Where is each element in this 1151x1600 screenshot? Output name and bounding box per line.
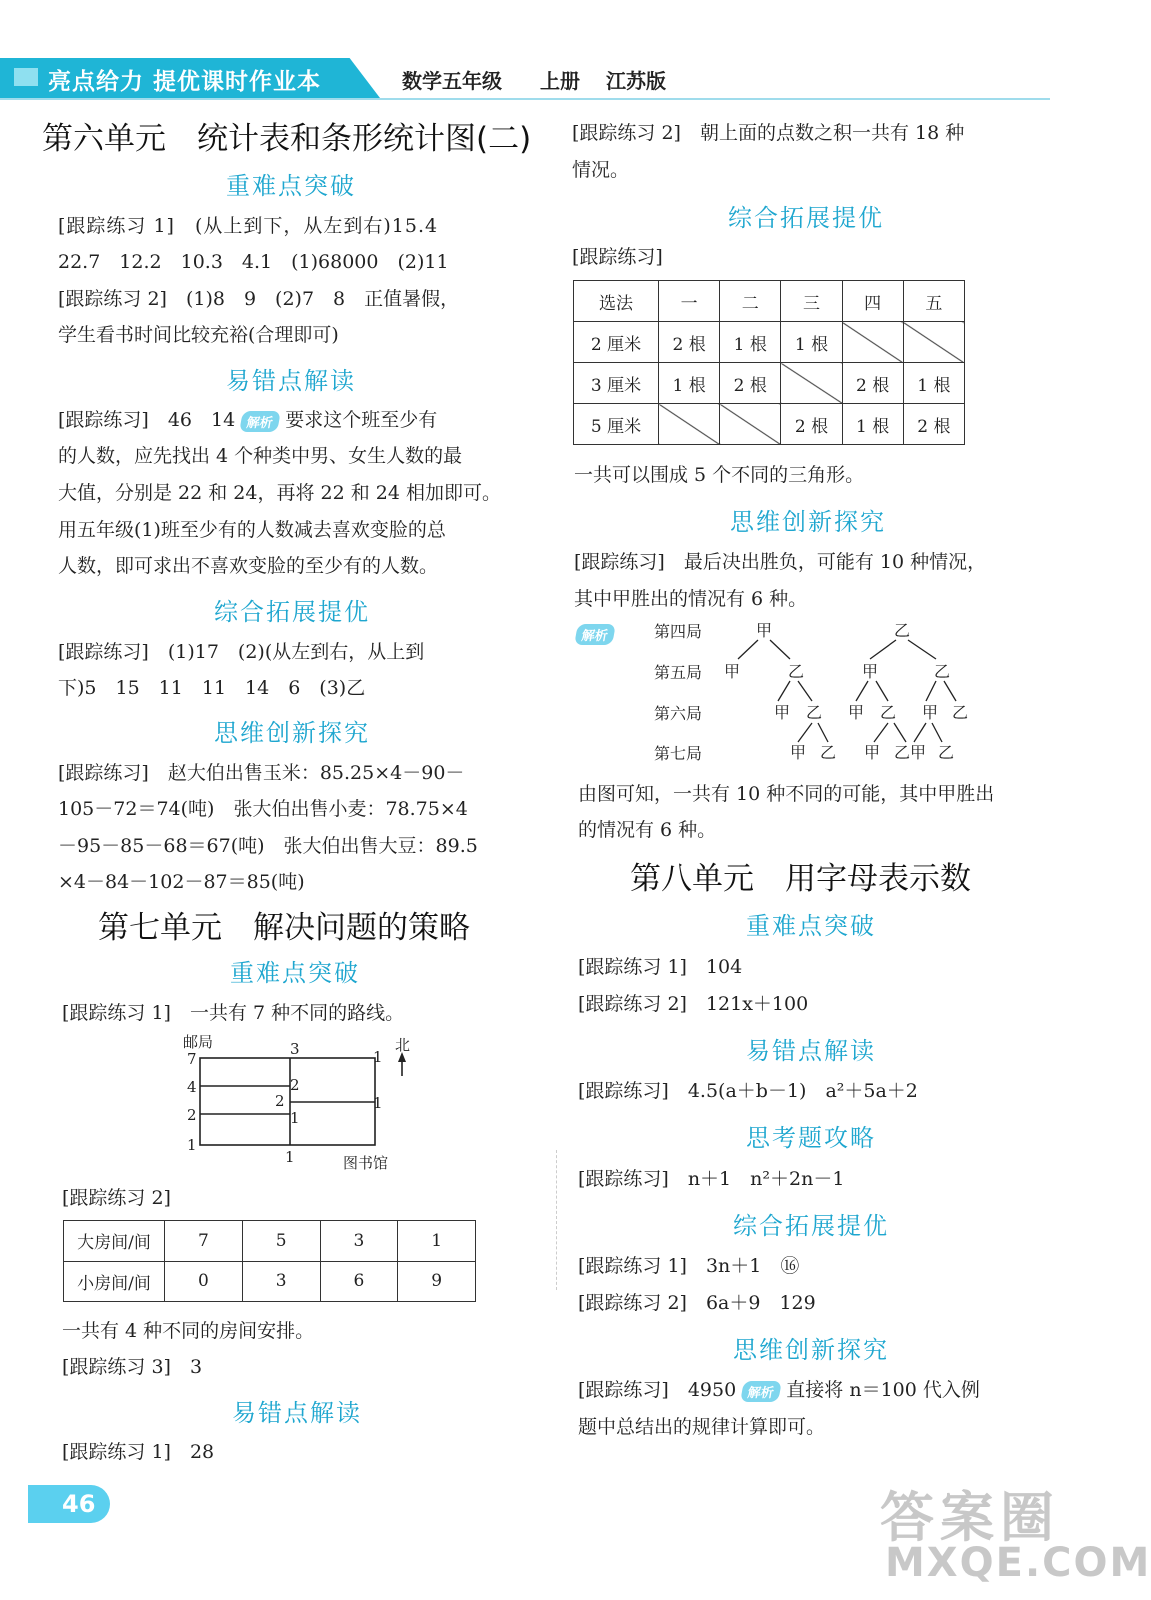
answer-line: [跟踪练习 1] 一共有 7 种不同的路线。 (62, 1002, 405, 1024)
answer-line: 的情况有 6 种。 (578, 819, 717, 841)
answer-line: [跟踪练习] n＋1 n²＋2n－1 (578, 1168, 845, 1190)
answer-line: 用五年级(1)班至少有的人数减去喜欢变脸的总 (58, 519, 446, 541)
tree-node: 乙 (934, 662, 951, 681)
answer-line: 大值，分别是 22 和 24，再将 22 和 24 相加即可。 (58, 482, 501, 504)
answer-line: 由图可知，一共有 10 种不同的可能，其中甲胜出 (578, 783, 995, 805)
round-label: 第七局 (654, 744, 703, 763)
tree-node: 乙 (820, 743, 837, 762)
round-label: 第四局 (654, 622, 703, 641)
unit7-title: 第七单元 解决问题的策略 (98, 910, 470, 946)
unit8-section-1: 重难点突破 (746, 912, 876, 940)
map-count: 1 (187, 1136, 197, 1154)
unit8-section-2: 易错点解读 (746, 1037, 876, 1065)
match-tree (640, 615, 1000, 775)
slashed-cell (903, 322, 964, 363)
unit8-section-3: 思考题攻略 (746, 1124, 876, 1152)
table-header-cell: 二 (720, 281, 781, 322)
answer-text: 要求这个班至少有 (285, 409, 438, 431)
answer-line: [跟踪练习] 赵大伯出售玉米：85.25×4－90－ (58, 762, 465, 784)
triangle-table (573, 280, 965, 445)
answer-line: [跟踪练习 1] (从上到下，从左到右)15.4 (58, 215, 439, 237)
table-cell: 2 根 (842, 363, 903, 404)
answer-line: [跟踪练习 2] (62, 1187, 171, 1209)
table-cell: 1 根 (842, 404, 903, 445)
post-office-label: 邮局 (183, 1033, 214, 1051)
answer-line: 人数，即可求出不喜欢变脸的至少有的人数。 (58, 555, 439, 577)
round-label: 第五局 (654, 663, 703, 682)
analysis-tag-wrap (576, 624, 614, 645)
answer-line: [跟踪练习 1] 104 (578, 956, 743, 978)
table-cell: 3 (320, 1221, 398, 1262)
table-header-cell: 三 (781, 281, 842, 322)
answer-line: [跟踪练习] 4.5(a＋b－1) a²＋5a＋2 (578, 1080, 918, 1102)
map-count: 1 (290, 1109, 300, 1127)
answer-line: [跟踪练习 2] 朝上面的点数之积一共有 18 种 (572, 122, 965, 144)
tree-node: 甲 (774, 703, 791, 722)
answer-line (578, 1375, 980, 1402)
table-cell: 2 根 (903, 404, 964, 445)
unit6-section-1: 重难点突破 (226, 172, 356, 200)
answer-line: 其中甲胜出的情况有 6 种。 (574, 588, 808, 610)
table-cell: 6 (320, 1261, 398, 1302)
table-row (574, 404, 965, 445)
answer-text: [跟踪练习] 46 14 (58, 409, 236, 431)
answer-text: 直接将 n＝100 代入例 (786, 1379, 980, 1401)
watermark-url: MXQE.COM (885, 1540, 1151, 1586)
tree-node: 乙 (952, 703, 969, 722)
tree-node: 甲 (724, 662, 741, 681)
table-header-cell: 五 (903, 281, 964, 322)
answer-line: [跟踪练习 2] (1)8 9 (2)7 8 正值暑假， (58, 288, 460, 310)
map-count: 1 (373, 1094, 383, 1112)
tree-node: 乙 (894, 743, 911, 762)
table-header-cell: 选法 (574, 281, 659, 322)
answer-line: ×4－84－102－87＝85(吨) (58, 871, 305, 893)
unit8-title: 第八单元 用字母表示数 (630, 861, 971, 897)
table-row (574, 322, 965, 363)
tree-node: 甲 (864, 743, 881, 762)
table-row (64, 1261, 476, 1302)
volume: 上册 (540, 69, 580, 93)
table-cell: 1 (398, 1221, 476, 1262)
table-row (574, 363, 965, 404)
table-header-cell: 一 (659, 281, 720, 322)
unit7-section-1: 重难点突破 (230, 959, 360, 987)
slashed-cell (720, 404, 781, 445)
map-count: 2 (290, 1076, 300, 1094)
unit7-section-2: 易错点解读 (232, 1399, 362, 1427)
answer-line: [跟踪练习 1] 28 (62, 1441, 215, 1463)
answer-line: 的人数，应先找出 4 个种类中男、女生人数的最 (58, 445, 463, 467)
table-cell: 2 根 (659, 322, 720, 363)
answer-line: [跟踪练习 1] 3n＋1 ⑯ (578, 1255, 800, 1277)
map-count: 7 (187, 1050, 197, 1068)
tree-node: 甲 (790, 743, 807, 762)
slashed-cell (781, 363, 842, 404)
answer-line: 情况。 (572, 159, 630, 181)
answer-line: 学生看书时间比较充裕(合理即可) (58, 324, 339, 346)
answer-line: 105－72＝74(吨) 张大伯出售小麦：78.75×4 (58, 798, 468, 820)
map-count: 2 (275, 1092, 285, 1110)
round-label: 第六局 (654, 704, 703, 723)
watermark-logo: 答案圈 (880, 1486, 1060, 1549)
table-cell: 0 (165, 1261, 243, 1302)
table-cell: 5 厘米 (574, 404, 659, 445)
tree-node: 乙 (806, 703, 823, 722)
map-count: 2 (187, 1106, 197, 1124)
unit7-section-3: 综合拓展提优 (728, 204, 884, 232)
unit6-section-4: 思维创新探究 (214, 719, 370, 747)
north-label: 北 (395, 1036, 411, 1054)
slashed-cell (842, 322, 903, 363)
answer-line: 下)5 15 11 11 14 6 (3)乙 (58, 677, 366, 699)
library-label: 图书馆 (343, 1154, 389, 1172)
answer-line: [跟踪练习] (1)17 (2)(从左到右，从上到 (58, 641, 425, 663)
answer-line: [跟踪练习] (572, 246, 663, 268)
table-row (64, 1221, 476, 1262)
series-title: 亮点给力 提优课时作业本 (48, 69, 322, 95)
tree-node: 甲 (910, 743, 927, 762)
tree-node: 乙 (894, 621, 911, 640)
tree-node: 乙 (938, 743, 955, 762)
answer-line (58, 405, 437, 432)
route-map (175, 1028, 425, 1178)
column-divider (556, 1150, 558, 1290)
unit6-title: 第六单元 统计表和条形统计图(二) (42, 121, 532, 157)
answer-line: 一共可以围成 5 个不同的三角形。 (574, 464, 865, 486)
answer-line: [跟踪练习 2] 6a＋9 129 (578, 1292, 816, 1314)
map-count: 1 (373, 1048, 383, 1066)
table-header-cell: 四 (842, 281, 903, 322)
unit6-section-2: 易错点解读 (226, 367, 356, 395)
table-cell: 2 根 (781, 404, 842, 445)
table-cell: 5 (242, 1221, 320, 1262)
map-count: 4 (187, 1078, 197, 1096)
unit8-section-4: 综合拓展提优 (733, 1212, 889, 1240)
table-cell: 1 根 (903, 363, 964, 404)
answer-line: 题中总结出的规律计算即可。 (578, 1416, 826, 1438)
table-cell: 小房间/间 (64, 1261, 165, 1302)
tree-node: 甲 (756, 621, 773, 640)
page-number: 46 (62, 1490, 96, 1518)
map-count: 1 (285, 1148, 295, 1166)
room-table (63, 1220, 476, 1302)
header-accent (14, 68, 38, 86)
answer-line: 一共有 4 种不同的房间安排。 (62, 1320, 315, 1342)
table-cell: 1 根 (659, 363, 720, 404)
map-count: 3 (290, 1040, 300, 1058)
table-cell: 大房间/间 (64, 1221, 165, 1262)
analysis-tag: 解析 (740, 1381, 782, 1402)
table-cell: 9 (398, 1261, 476, 1302)
table-cell: 3 (242, 1261, 320, 1302)
unit8-section-5: 思维创新探究 (733, 1336, 889, 1364)
table-row (574, 281, 965, 322)
tree-node: 甲 (862, 662, 879, 681)
unit6-section-3: 综合拓展提优 (214, 598, 370, 626)
table-cell: 3 厘米 (574, 363, 659, 404)
tree-node: 甲 (848, 703, 865, 722)
table-cell: 7 (165, 1221, 243, 1262)
subject: 数学五年级 (402, 69, 502, 93)
edition: 江苏版 (606, 69, 666, 93)
answer-line: [跟踪练习 2] 121x＋100 (578, 993, 809, 1015)
tree-node: 乙 (880, 703, 897, 722)
slashed-cell (659, 404, 720, 445)
answer-line: [跟踪练习] 最后决出胜负，可能有 10 种情况， (574, 551, 987, 573)
answer-text: [跟踪练习] 4950 (578, 1379, 737, 1401)
tree-node: 乙 (788, 662, 805, 681)
answer-line: [跟踪练习 3] 3 (62, 1356, 203, 1378)
analysis-tag: 解析 (239, 411, 281, 432)
table-cell: 1 根 (781, 322, 842, 363)
header-rule (0, 98, 1050, 100)
answer-line: －95－85－68＝67(吨) 张大伯出售大豆：89.5 (58, 835, 478, 857)
answer-line: 22.7 12.2 10.3 4.1 (1)68000 (2)11 (58, 251, 449, 273)
analysis-tag: 解析 (574, 624, 616, 645)
table-cell: 2 根 (720, 363, 781, 404)
unit7-section-4: 思维创新探究 (730, 508, 886, 536)
tree-node: 甲 (922, 703, 939, 722)
table-cell: 1 根 (720, 322, 781, 363)
table-cell: 2 厘米 (574, 322, 659, 363)
